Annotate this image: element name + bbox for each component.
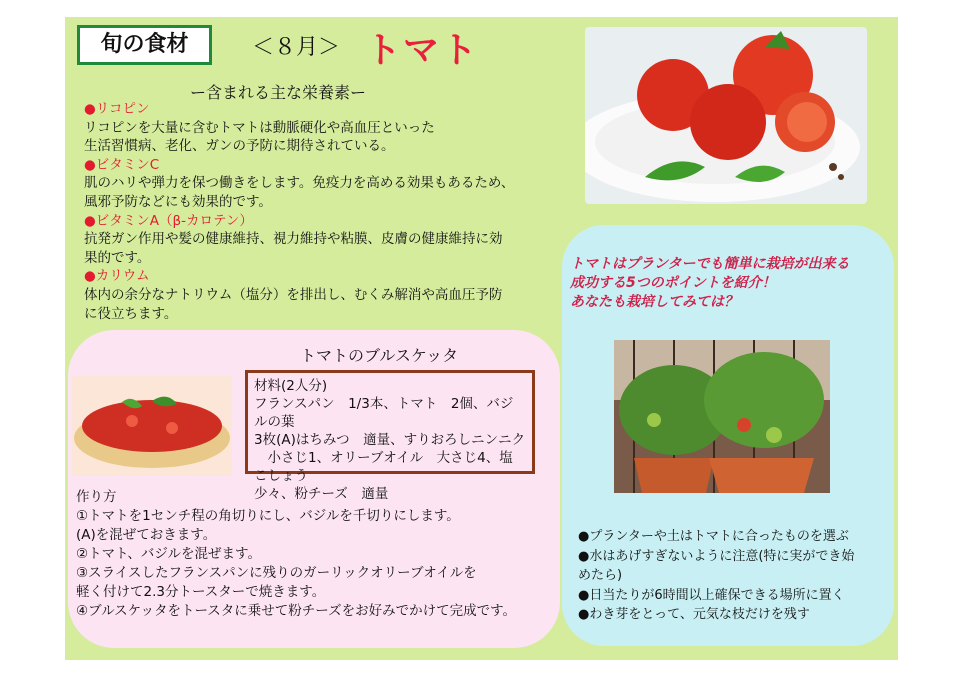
recipe-steps — [76, 488, 554, 621]
ingredients-line: フランスパン 1/3本、トマト 2個、バジルの葉 — [254, 396, 514, 430]
nutrient-name: ●ビタミンA（β-カロテン） — [84, 212, 253, 229]
recipe-title: トマトのブルスケッタ — [300, 346, 459, 365]
ingredients-line: 小さじ1、オリーブオイル 大さじ4、塩こしょう — [254, 450, 513, 484]
nutrient-text: 風邪予防などにも効果的です。 — [84, 193, 272, 210]
tip-line: ●プランターや土はトマトに合ったものを選ぶ — [578, 529, 849, 544]
nutrients-heading: ー含まれる主な栄養素ー — [190, 83, 367, 102]
tip-line: めたら) — [578, 568, 623, 583]
nutrient-text: 体内の余分なナトリウム（塩分）を排出し、むくみ解消や高血圧予防 — [84, 286, 503, 303]
step-line: ④ブルスケッタをトースタに乗せて粉チーズをお好みでかけて完成です。 — [76, 603, 517, 619]
tip-line: ●水はあげすぎないように注意(特に実ができ始 — [578, 548, 855, 564]
tomato-planter-photo — [614, 340, 830, 493]
ingredients-line: 材料(2人分) — [254, 378, 328, 394]
ingredients-line: 3枚(A)はちみつ 適量、すりおろしニンニク — [254, 432, 526, 448]
nutrient-text: 生活習慣病、老化、ガンの予防に期待されている。 — [84, 138, 395, 155]
ingredients-line: 少々、粉チーズ 適量 — [254, 486, 389, 502]
tip-line: ●わき芽をとって、元気な枝だけを残す — [578, 607, 810, 622]
nutrients-list — [84, 100, 524, 323]
nutrient-text: 果的です。 — [84, 249, 151, 266]
step-line: (A)を混ぜておきます。 — [76, 527, 217, 543]
page-title: トマト — [365, 30, 480, 71]
nutrient-text: 抗発ガン作用や髪の健康維持、視力維持や粘膜、皮膚の健康維持に効 — [84, 231, 503, 248]
nutrient-text: 肌のハリや弾力を保つ働きをします。免疫力を高める効果もあるため、 — [84, 175, 515, 192]
step-line: ①トマトを1センチ程の角切りにし、バジルを千切りにします。 — [76, 508, 460, 524]
seasonal-badge: 旬の食材 — [77, 25, 212, 65]
step-line: 軽く付けて2.3分トースターで焼きます。 — [76, 584, 326, 600]
step-line: 作り方 — [76, 489, 117, 505]
nutrient-text: に役立ちます。 — [84, 305, 178, 322]
headline-line: トマトはプランターでも簡単に栽培が出来る — [570, 256, 850, 272]
headline-line: 成功する5つのポイントを紹介！ — [570, 275, 776, 291]
nutrient-name: ●リコピン — [84, 101, 150, 117]
nutrient-name: ●カリウム — [84, 268, 150, 285]
bruschetta-photo — [72, 376, 232, 476]
nutrient-text: リコピンを大量に含むトマトは動脈硬化や高血圧といった — [84, 119, 435, 136]
step-line: ②トマト、バジルを混ぜます。 — [76, 546, 261, 562]
step-line: ③スライスしたフランスパンに残りのガーリックオリーブオイルを — [76, 565, 477, 581]
growing-headline — [570, 255, 890, 312]
month-label: ＜８月＞ — [252, 35, 341, 60]
tip-line: ●日当たりが6時間以上確保できる場所に置く — [578, 587, 845, 603]
growing-tips — [578, 527, 878, 625]
ingredients-box — [245, 370, 535, 502]
tomato-plate-photo — [585, 27, 867, 204]
headline-line: あなたも栽培してみては？ — [570, 294, 738, 310]
nutrient-name: ●ビタミンC — [84, 156, 160, 173]
